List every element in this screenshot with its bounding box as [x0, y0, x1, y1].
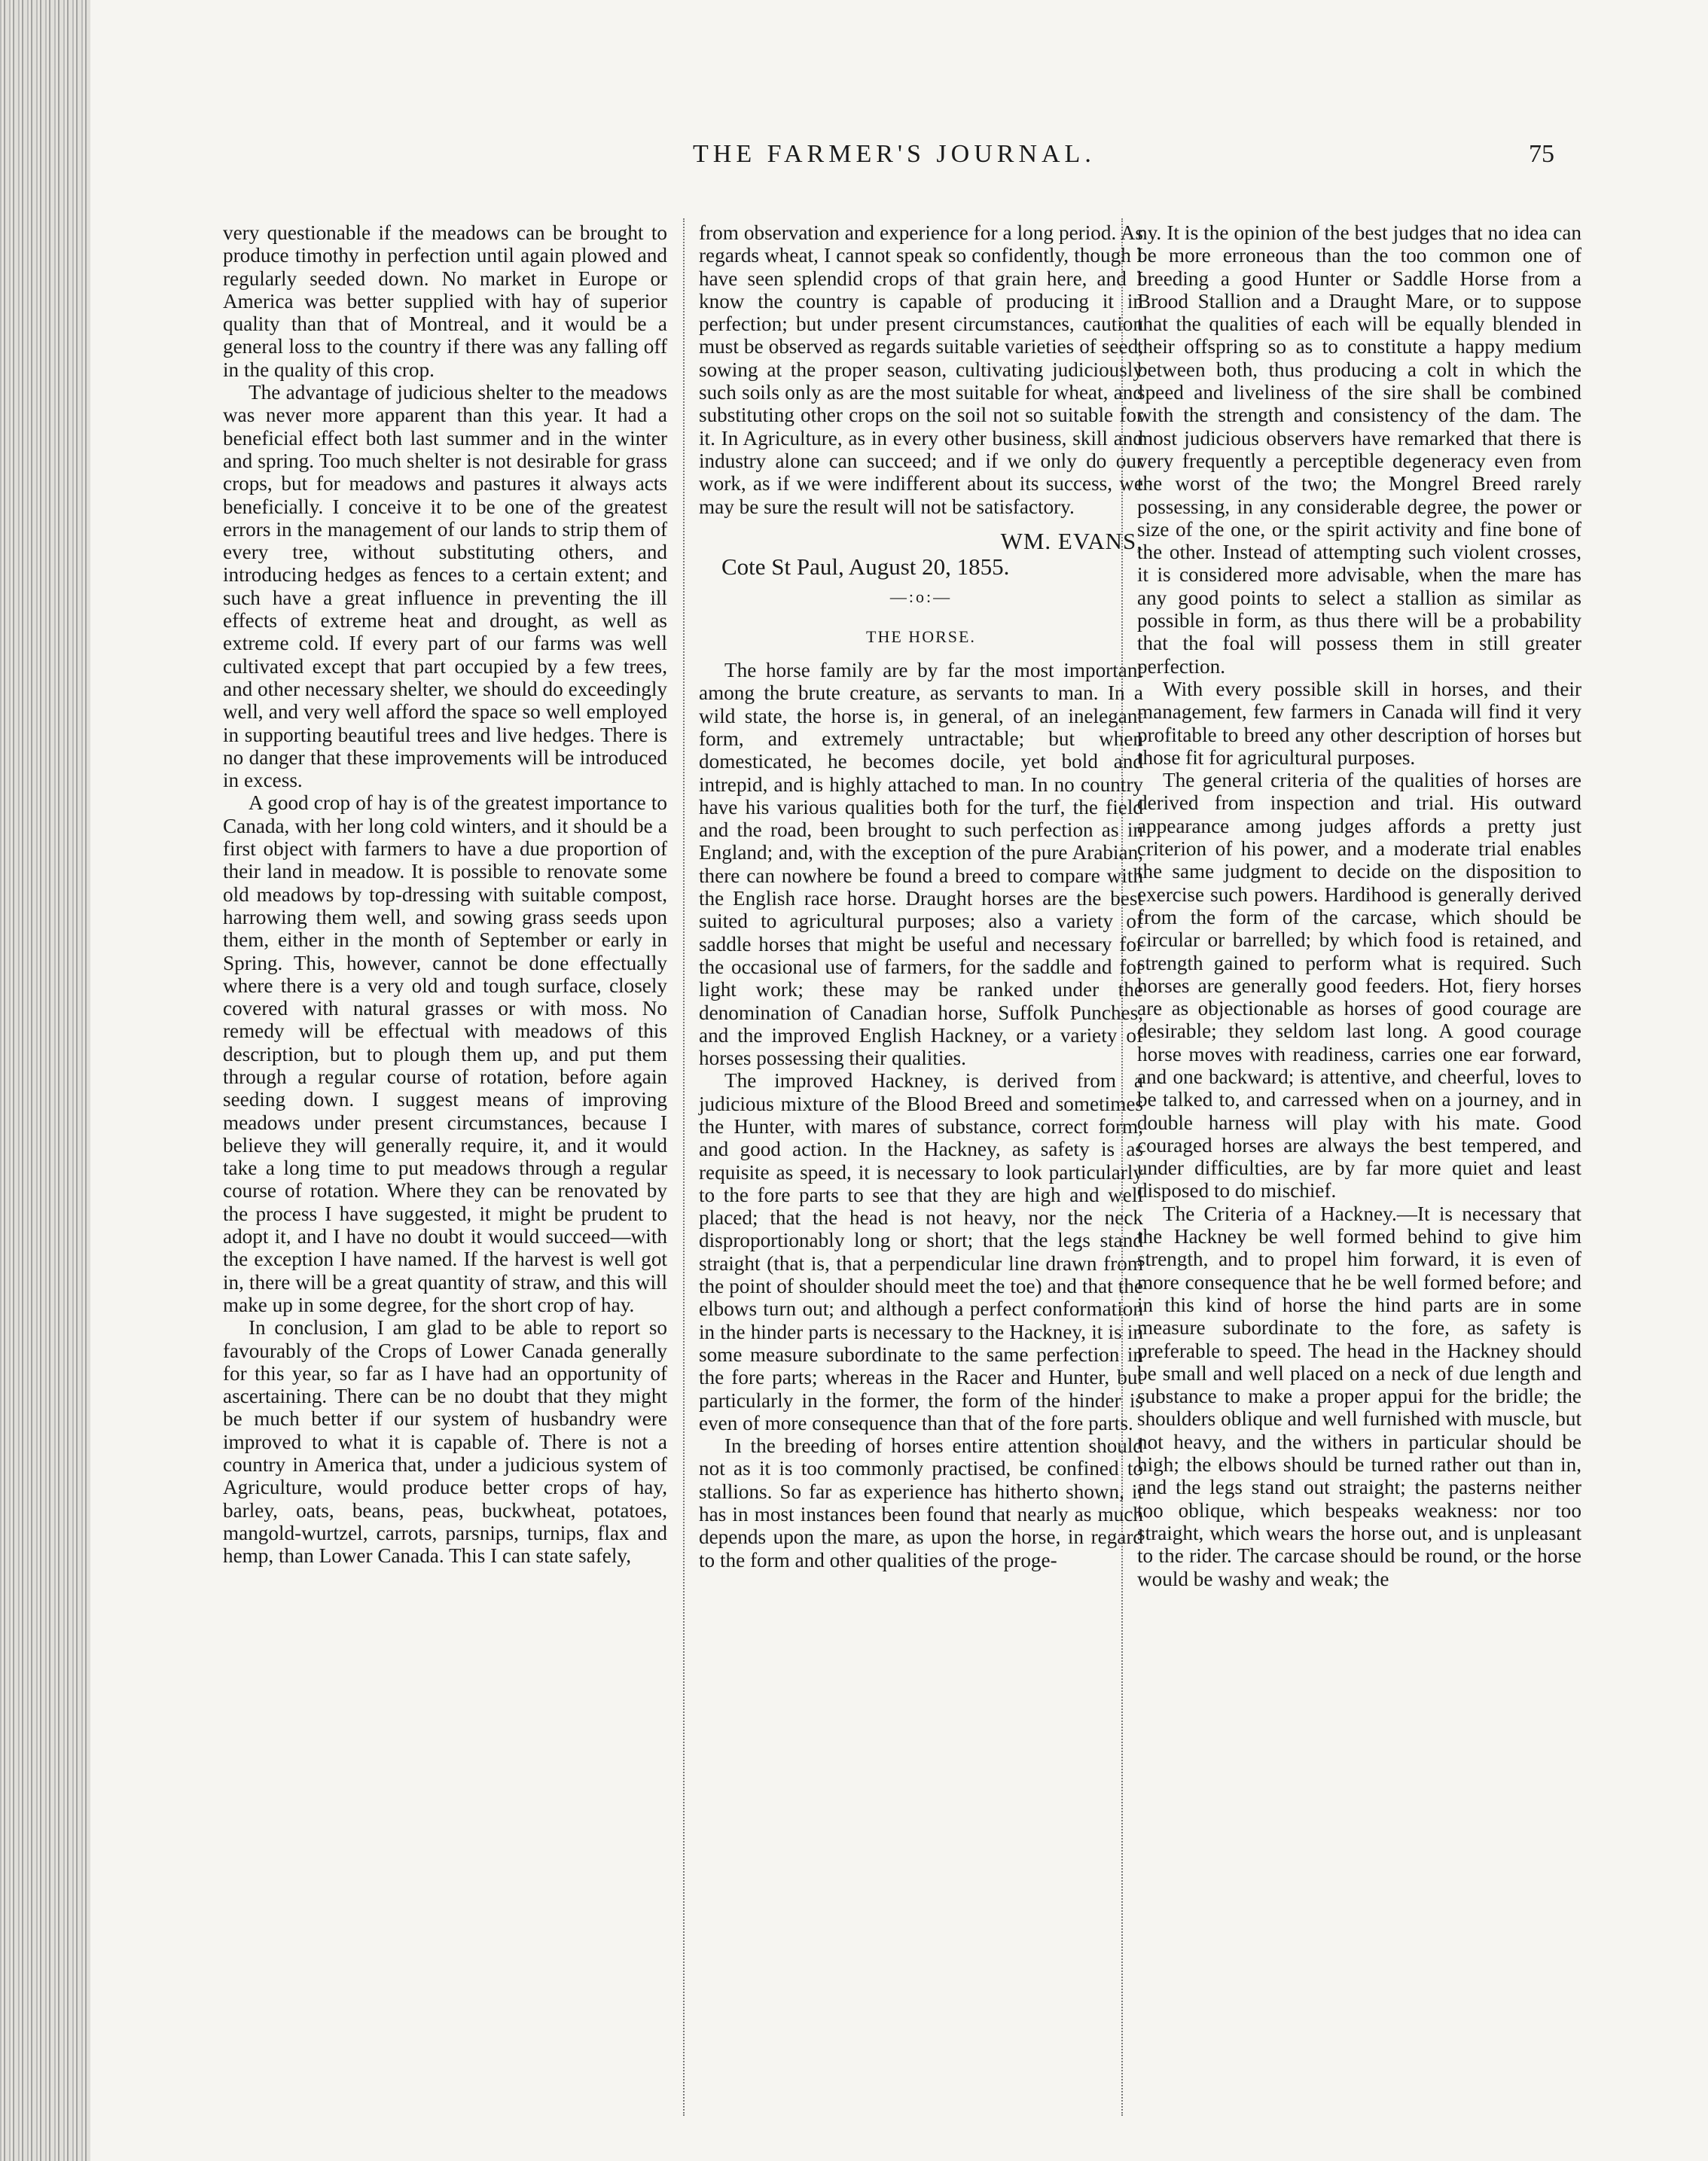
paragraph: The advantage of judicious shelter to the meadows was never more apparent than this year. It had a beneficial effect both last summer and in the winter and spring. Too much shelter is not desirable for grass crops, but for meadows and pastures it always acts beneficially. I conceive it to be one of the greatest errors in the management of our lands to strip them of every tree, without substituting others, and introducing hedges as fences to a certain extent; and such have a great influence in preventing the ill effects of extreme heat and drought, as well as extreme cold. If every part of our farms was well cultivated except that part occupied by a few trees, and other necessary shelter, we should do exceedingly well, and very well afford the space so well employed in supporting beautiful trees and live hedges. There is no danger that these improvements will be introduced in excess. [223, 381, 667, 792]
signature: WM. EVANS, [1000, 527, 1143, 554]
paragraph: With every possible skill in horses, and their management, few farmers in Canada will find it very profitable to breed any other description of horses but those fit for agricultural purposes. [1137, 677, 1581, 769]
paragraph: A good crop of hay is of the greatest importance to Canada, with her long cold winters, and it should be a first object with farmers to have a due proportion of their land in meadow. It is possible to renovate some old meadows by top-dressing with suitable compost, harrowing them well, and sowing grass seeds upon them, either in the month of September or early in Spring. This, however, cannot be done effectually where there is a very old and tough surface, closely covered with natural grasses or with moss. No remedy will be effectual with meadows of this description, but to plough them up, and put them through a regular course of rotation, before again seeding down. I suggest means of improving meadows under present circumstances, because I believe they will generally require, it, and it would take a long time to put meadows through a regular course of rotation. Where they can be renovated by the process I have suggested, it might be prudent to adopt it, and I have no doubt it would succeed—with the exception I have named. If the harvest is well got in, there will be a great quantity of straw, and this will make up in some degree, for the short crop of hay. [223, 791, 667, 1316]
column-3 [1137, 221, 1581, 1590]
binding-edge [0, 0, 90, 2161]
section-title: THE HORSE. [866, 626, 976, 646]
dateline: Cote St Paul, August 20, 1855. [721, 553, 1010, 581]
paragraph: from observation and experience for a long period. As regards wheat, I cannot speak so confidently, though I have seen splendid crops of that grain here, and I know the country is capable of producing it in perfection; but under present circumstances, caution must be observed as regards suitable varieties of seed, sowing at the proper season, cultivating judiciously such soils only as are the most suitable for wheat, and substituting other crops on the soil not so suitable for it. In Agriculture, as in every other business, skill and industry alone can succeed; and if we only do our work, as if we were indifferent about its success, we may be sure the result will not be satisfactory. [699, 221, 1143, 518]
running-title: THE FARMER'S JOURNAL. [693, 140, 1096, 168]
page-number: 75 [1529, 140, 1554, 168]
paragraph: In the breeding of horses entire attention should not as it is too commonly practised, be confined to stallions. So far as experience has hitherto shown, it has in most instances been found that nearly as much depends upon the mare, as upon the horse, in regard to the form and other qualities of the proge- [699, 1434, 1143, 1571]
paragraph: The improved Hackney, is derived from a judicious mixture of the Blood Breed and sometimes the Hunter, with mares of substance, correct form, and good action. In the Hackney, as safety is as requisite as speed, it is necessary to look particularly to the fore parts to see that they are high and well placed; that the head is not heavy, nor the neck disproportionably long or short; that the legs stand straight (that is, that a perpendicular line drawn from the point of shoulder should meet the toe) and that the elbows turn out; and although a perfect conformation in the hinder parts is necessary to the Hackney, it is in some measure subordinate to the same perfection in the fore parts; whereas in the Racer and Hunter, but particularly in the former, the form of the hinder is even of more consequence than that of the fore parts. [699, 1069, 1143, 1434]
page-header [90, 140, 1708, 185]
section-divider: —:o:— [889, 587, 953, 607]
column-1 [223, 221, 667, 1568]
column-2 [699, 221, 1143, 1571]
column-rule [683, 218, 685, 2116]
paragraph: ny. It is the opinion of the best judges that no idea can be more erroneous than the too common one of breeding a good Hunter or Saddle Horse from a Brood Stallion and a Draught Mare, or to suppose that the qualities of each will be equally blended in their offspring so as to constitute a happy medium between both, thus producing a colt in which the speed and liveliness of the sire shall be combined with the strength and consistency of the dam. The most judicious observers have remarked that there is very frequently a perceptible degeneracy even from the worst of the two; the Mongrel Breed rarely possessing, in any considerable degree, the power or size of the one, or the spirit activity and fine bone of the other. Instead of attempting such violent crosses, it is considered more advisable, when the mare has any good points to select a stallion as similar as possible in form, as thus there will be a probability that the foal will possess them in still greater perfection. [1137, 221, 1581, 678]
paragraph: The horse family are by far the most important among the brute creature, as servants to man. In a wild state, the horse is, in general, of an inelegant form, and extremely untractable; but when domesticated, he becomes docile, yet bold and intrepid, and is highly attached to man. In no country have his various qualities both for the turf, the field and the road, been brought to such perfection as in England; and, with the exception of the pure Arabian, there can nowhere be found a breed to compare with the English race horse. Draught horses are the best suited to agricultural purposes; also a variety of saddle horses that might be useful and necessary for the occasional use of farmers, for the saddle and for light work; these may be ranked under the denomination of Canadian horse, Suffolk Punches, and the improved English Hackney, or a variety of horses possessing their qualities. [699, 659, 1143, 1070]
paragraph: very questionable if the meadows can be brought to produce timothy in perfection until again plowed and regularly seeded down. No market in Europe or America was better supplied with hay of superior quality than that of Montreal, and it would be a general loss to the country if there was any falling off in the quality of this crop. [223, 221, 667, 381]
paragraph: The Criteria of a Hackney.—It is necessary that the Hackney be well formed behind to give him strength, and to propel him forward, it is even of more consequence that he be well formed before; and in this kind of horse the hind parts are in some measure subordinate to the fore, as safety is preferable to speed. The head in the Hackney should be small and well placed on a neck of due length and substance to make a proper appui for the bridle; the shoulders oblique and well furnished with muscle, but not heavy, and the withers in particular should be high; the elbows should be turned rather out than in, and the legs stand out straight; the pasterns neither too oblique, which bespeaks weakness: nor too straight, which wears the horse out, and is unpleasant to the rider. The carcase should be round, or the horse would be washy and weak; the [1137, 1202, 1581, 1590]
paragraph: In conclusion, I am glad to be able to report so favourably of the Crops of Lower Canada generally for this year, so far as I have had an opportunity of ascertaining. There can be no doubt that they might be much better if our system of husbandry were improved to what it is capable of. There is not a country in America that, under a judicious system of Agriculture, would produce better crops of hay, barley, oats, beans, peas, buckwheat, potatoes, mangold-wurtzel, carrots, parsnips, turnips, flax and hemp, than Lower Canada. This I can state safely, [223, 1316, 667, 1568]
paragraph: The general criteria of the qualities of horses are derived from inspection and trial. His outward appearance among judges affords a pretty just criterion of his power, and a moderate trial enables the same judgment to decide on the disposition to exercise such powers. Hardihood is generally derived from the form of the carcase, which should be circular or barrelled; by which food is retained, and strength gained to perform what is required. Such horses are generally good feeders. Hot, fiery horses are as objectionable as horses of good courage are desirable; they seldom last long. A good courage horse moves with readiness, carries one ear forward, and one backward; is attentive, and cheerful, loves to be talked to, and carressed when on a journey, and in double harness will play with his mate. Good couraged horses are always the best tempered, and under difficulties, are by far more quiet and least disposed to do mischief. [1137, 769, 1581, 1202]
